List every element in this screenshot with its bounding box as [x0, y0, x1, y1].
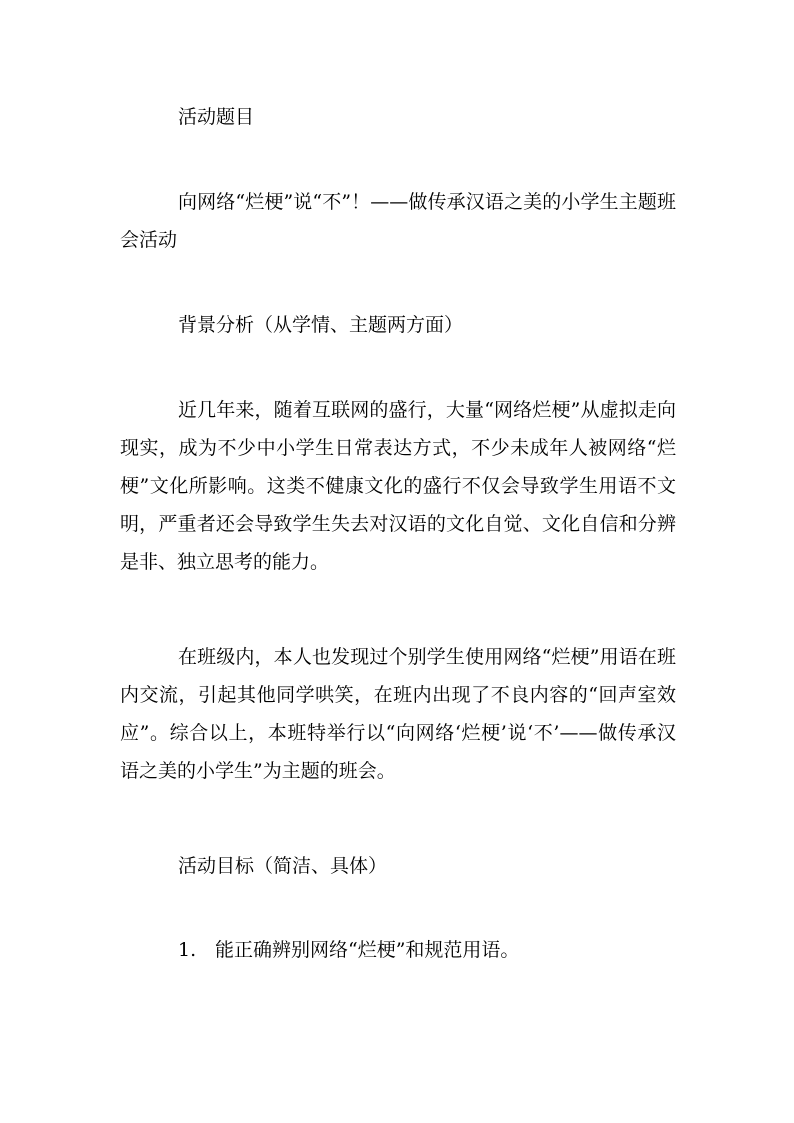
goal-item-text: 能正确辨别网络“烂梗”和规范用语。: [215, 939, 520, 961]
heading-background: 背景分析（从学情、主题两方面）: [178, 314, 464, 336]
background-paragraph-2: 在班级内，本人也发现过个别学生使用网络“烂梗”用语在班内交流，引起其他同学哄笑，在班内出现了不良内容的“回声室效应”。综合以上，本班特举行以“向网络‘烂梗’说‘不’——做传承汉语之美的小学生”为主题的班会。: [120, 646, 676, 782]
goal-item-1: [178, 931, 678, 969]
goal-item-number: 1.: [178, 939, 197, 961]
background-paragraph-1: 近几年来，随着互联网的盛行，大量“网络烂梗”从虚拟走向现实，成为不少中小学生日常表达方式，不少未成年人被网络“烂梗”文化所影响。这类不健康文化的盛行不仅会导致学生用语不文明，严重者还会导致学生失去对汉语的文化自觉、文化自信和分辨是非、独立思考的能力。: [120, 399, 676, 573]
heading-activity-title: 活动题目: [178, 106, 255, 128]
heading-goals: 活动目标（简洁、具体）: [178, 855, 388, 877]
activity-title: 向网络“烂梗”说“不”！——做传承汉语之美的小学生主题班会活动: [120, 191, 676, 251]
